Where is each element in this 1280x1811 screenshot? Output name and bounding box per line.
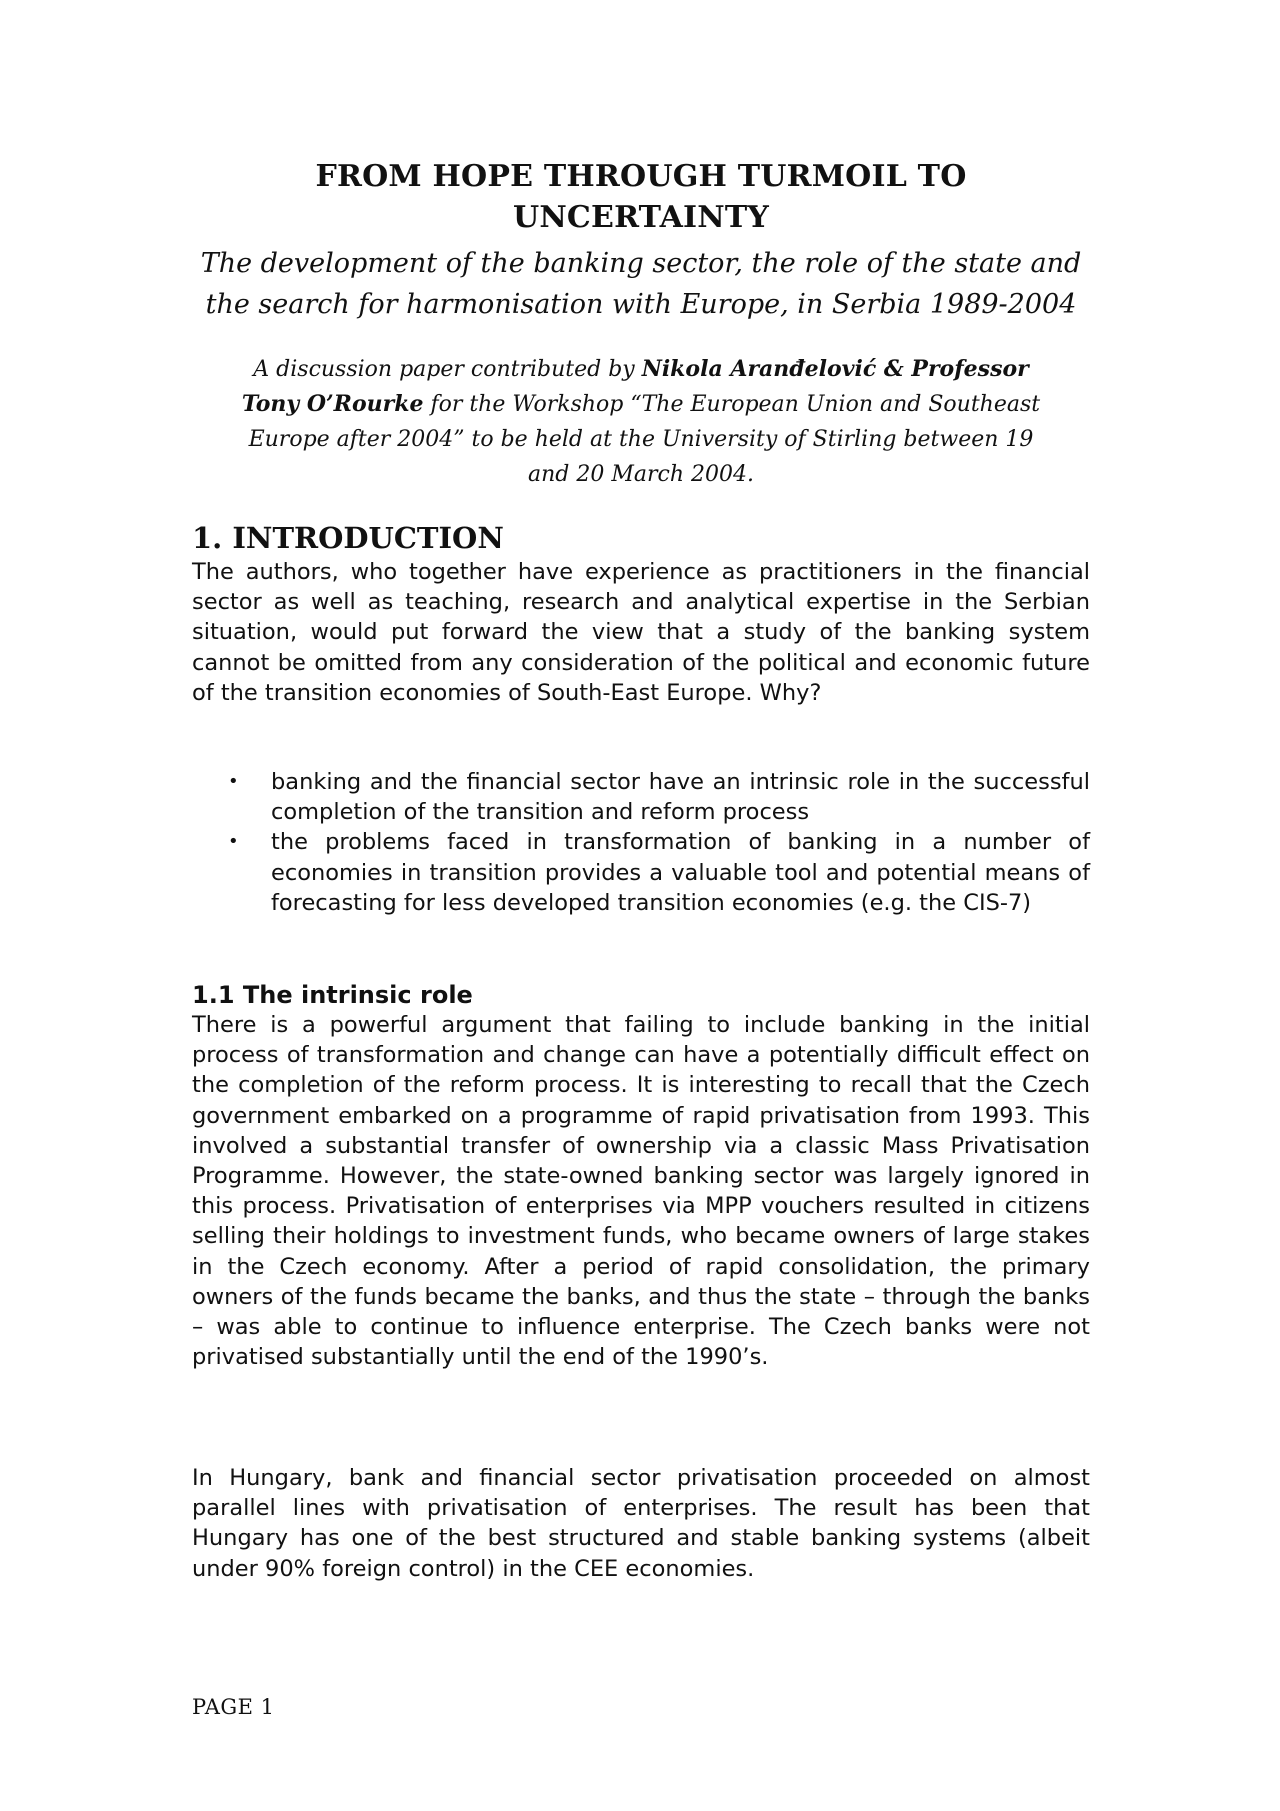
bullet-text: banking and the financial sector have an intrinsic role in the successful completion of the transition and reform process [271,769,1090,826]
title-line-2: UNCERTAINTY [512,200,770,235]
contribution-suffix: for the Workshop “The European Union and Southeast Europe after 2004” to be held at the University of Stirling between 19 and 20 March 2004. [248,392,1041,487]
bullet-icon: • [228,831,239,853]
bullet-text: the problems faced in transformation of banking in a number of economies in transition provides a valuable tool and potential means of forecasting for less developed transition economies (e.g. the CIS-7) [271,829,1090,916]
bullet-icon: • [228,771,239,792]
document-subtitle: The development of the banking sector, the role of the state and the search for harmonisation with Europe, in Serbia 1989-2004 [200,248,1082,320]
bullet-list [192,767,1090,918]
document-title [192,156,1090,238]
contribution-note [232,352,1050,492]
hungary-paragraph: In Hungary, bank and financial sector privatisation proceeded on almost parallel lines with privatisation of enterprises. The result has been that Hungary has one of the best structured and stable banking systems (albeit under 90% foreign control) in the CEE economies. [192,1465,1090,1582]
intrinsic-role-paragraph: There is a powerful argument that failing to include banking in the initial process of transformation and change can have a potentially difficult effect on the completion of the reform process. It is interesting to recall that the Czech government embarked on a programme of rapid privatisation from 1993. This involved a substantial transfer of ownership via a classic Mass Privatisation Programme. However, the state-owned banking sector was largely ignored in this process. Privatisation of enterprises via MPP vouchers resulted in citizens selling their holdings to investment funds, who became owners of large stakes in the Czech economy. After a period of rapid consolidation, the primary owners of the funds became the banks, and thus the state – through the banks – was able to continue to influence enterprise. The Czech banks were not privatised substantially until the end of the 1990’s. [192,1012,1090,1371]
bullet-item [192,767,1090,827]
section-heading-introduction: 1. INTRODUCTION [192,521,504,555]
introduction-paragraph: The authors, who together have experience as practitioners in the financial sector as well as teaching, research and analytical expertise in the Serbian situation, would put forward the view that a study of the banking system cannot be omitted from any consideration of the political and economic future of the transition economies of South-East Europe. Why? [192,559,1090,706]
page-number-footer: PAGE 1 [192,1695,275,1719]
subsection-heading-intrinsic-role: 1.1 The intrinsic role [192,981,473,1009]
contribution-prefix: A discussion paper contributed by [253,357,642,382]
contribution-authors: Nikola Aranđelović & Professor Tony O’Rourke [241,356,1029,417]
title-line-1: FROM HOPE THROUGH TURMOIL TO [315,159,967,194]
bullet-item [192,827,1090,918]
document-page [192,0,1090,1811]
